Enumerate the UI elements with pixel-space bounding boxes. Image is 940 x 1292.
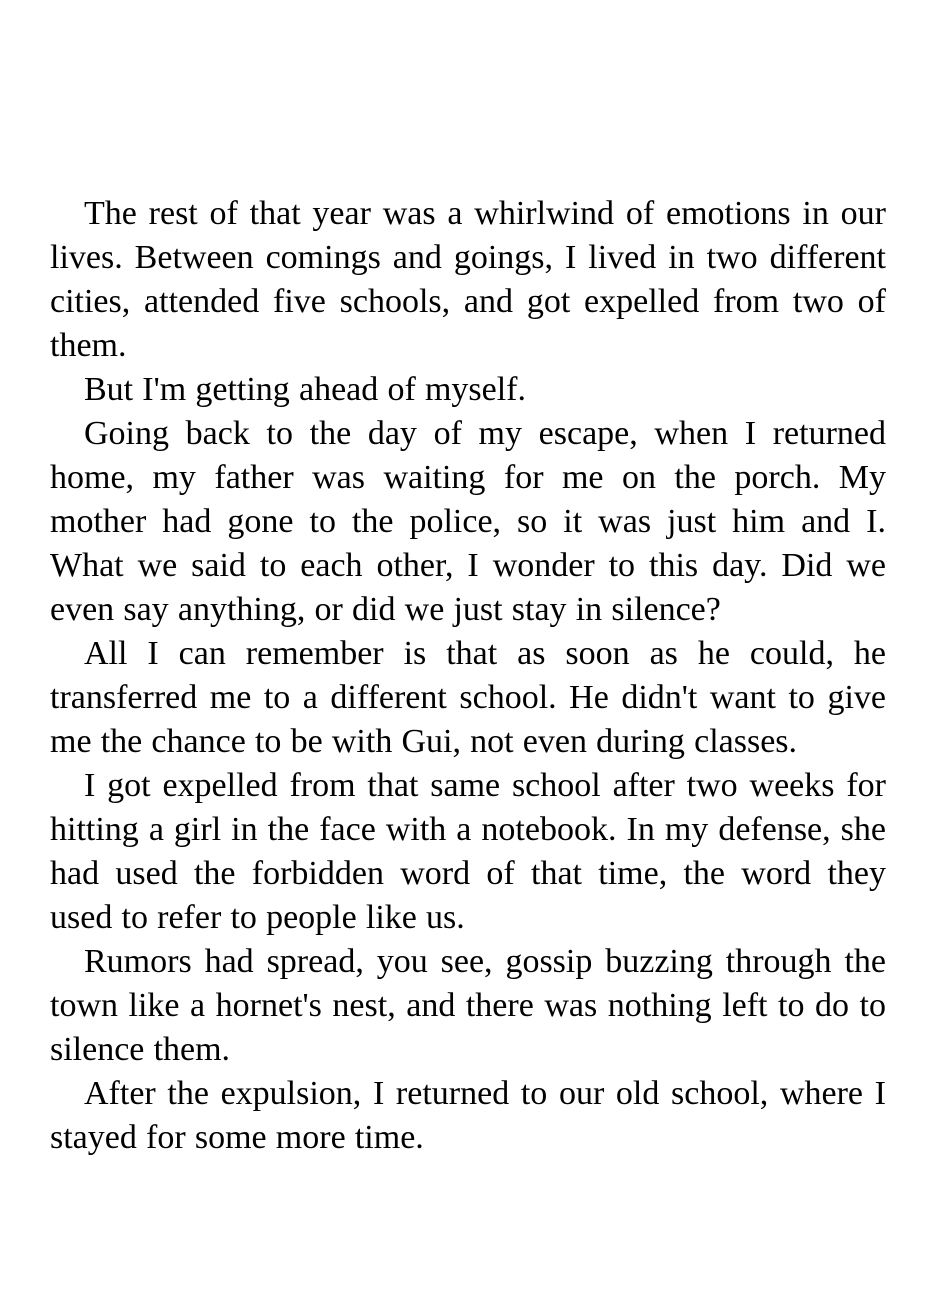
paragraph: All I can remember is that as soon as he could, he transferred me to a different school. He didn't want to give me the chance to be with Gui, not even during classes. <box>50 635 886 760</box>
paragraph: I got expelled from that same school after two weeks for hitting a girl in the face with a notebook. In my defense, she had used the forbidden word of that time, the word they used to refer to people like us. <box>50 767 886 936</box>
paragraph: But I'm getting ahead of myself. <box>84 371 526 408</box>
paragraph: The rest of that year was a whirlwind of emotions in our lives. Between comings and goings, I lived in two different cities, attended five schools, and got expelled from two of them. <box>50 195 886 364</box>
paragraph: Rumors had spread, you see, gossip buzzing through the town like a hornet's nest, and there was nothing left to do to silence them. <box>50 943 886 1068</box>
paragraph: After the expulsion, I returned to our old school, where I stayed for some more time. <box>50 1075 886 1156</box>
paragraph: Going back to the day of my escape, when I returned home, my father was waiting for me on the porch. My mother had gone to the police, so it was just him and I. What we said to each other, I wonder to this day. Did we even say anything, or did we just stay in silence? <box>50 415 886 628</box>
